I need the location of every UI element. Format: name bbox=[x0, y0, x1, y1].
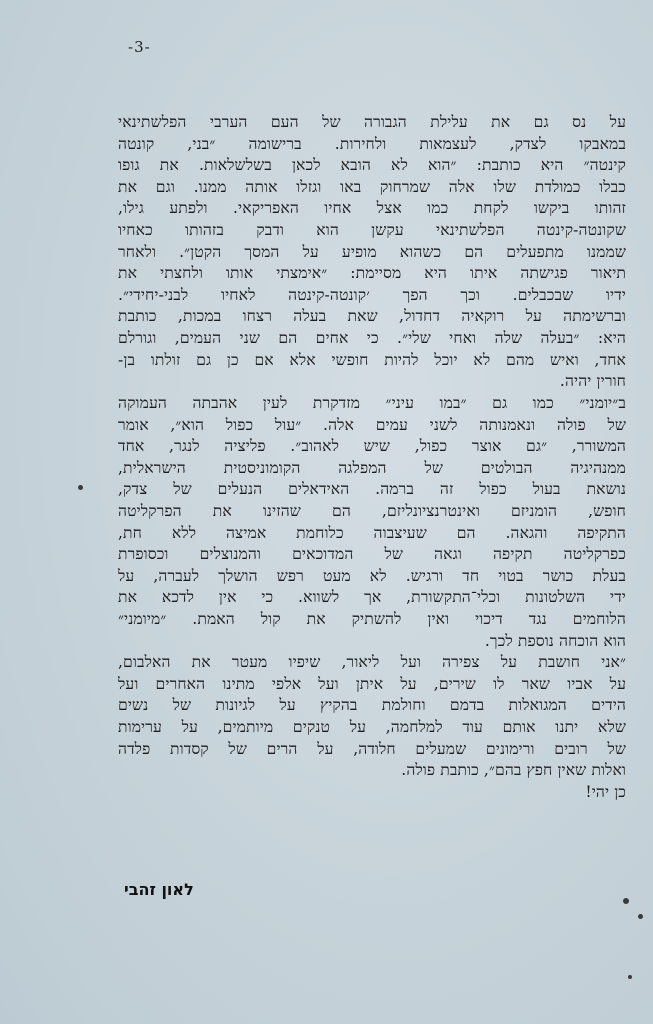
paper-speck bbox=[78, 485, 83, 490]
text-line: על נס גם את עלילת הגבורה של העם הערבי הפלשתינאי bbox=[118, 113, 626, 131]
text-line: זהותו ביקשו לקחת כמו אצל אחיו האפריקאי. ולפתע גילו, bbox=[118, 199, 626, 218]
text-line: שלא יתנו אותם עוד למלחמה, על טנקים מיותמים, על ערימות bbox=[118, 718, 626, 737]
text-line: ממנהיגיה הבולטים של המפלגה הקומוניסטית הישראלית, bbox=[118, 458, 626, 477]
text-line: וברשימתה על רוקאיה דחדול, שאת בעלה רצחו במכות, כותבת bbox=[118, 307, 626, 326]
text-line: על אביו שאר לו שירים, על איתן ועל אלפי מתינו האחרים ועל bbox=[118, 674, 626, 693]
text-line: אחד, ואיש מהם לא יוכל להיות חופשי אלא אם כן גם זולתו בן- bbox=[118, 350, 626, 369]
text-line: המשורר, ״גם אוצר כפול, שיש לאהוב״. פליציה לנגר, אחד bbox=[118, 437, 626, 456]
text-line: חורין יהיה. bbox=[559, 372, 626, 391]
author-signature: לאון זהבי bbox=[124, 880, 194, 899]
text-line: בעלת כושר בטוי חד ורגיש. לא מעט רפש הושלך לעברה, על bbox=[118, 566, 626, 585]
paper-speck bbox=[628, 975, 632, 979]
text-line: היא: ״בעלה שלה ואחי שלי״. כי אחים הם שני העמים, וגורלם bbox=[118, 329, 626, 348]
text-line: התקיפה והגאה. הם שעיצבוה כלוחמת אמיצה ללא חת, bbox=[118, 523, 626, 542]
text-line: קינטה״ היא כותבת: ״הוא לא הובא לכאן בשלשלאות. את גופו bbox=[118, 156, 626, 175]
text-line: שקונטה-קינטה הפלשתינאי עקשן הוא ודבק בזהותו כאחיו bbox=[118, 221, 626, 240]
text-line: חופש, הומניזם ואינטרנציונליזם, הם שהזינו את הפרקליטה bbox=[118, 501, 626, 520]
text-line: הוא הוכחה נוספת לכך. bbox=[484, 631, 626, 650]
text-line: ״אני חושבת על צפירה ועל ליאור, שיפיו מעטר את האלבום, bbox=[118, 653, 626, 672]
text-line: נושאת בעול כפול זה ברמה. האידאלים הנעלים של צדק, bbox=[118, 480, 626, 499]
text-line: ב״יומני״ כמו גם ״במו עיני״ מזדקרת לעין אהבתה העמוקה bbox=[118, 393, 626, 412]
article-body bbox=[118, 112, 626, 804]
text-line: הלוחמים נגד דיכוי ואין להשתיק את קול האמת. ״מיומני״ bbox=[118, 610, 626, 629]
text-line: ידי השלטונות וכלי־התקשורת, אך לשווא. כי אין לדכא את bbox=[118, 588, 626, 607]
text-line: כן יהי! bbox=[585, 782, 626, 801]
text-line: כבלו כמולדת שלו אלה שמרחוק באו וגזלו אותה ממנו. וגם את bbox=[118, 177, 626, 196]
text-line: שממנו מתפעלים הם כשהוא מופיע על המסך הקטן״. ולאחר bbox=[118, 242, 626, 261]
text-line: של רובים ורימונים שמעלים חלודה, על הרים של קסדות פלדה bbox=[118, 739, 626, 758]
text-line: תיאור פגישתה איתו היא מסיימת: ״אימצתי אותו ולחצתי את bbox=[118, 264, 626, 283]
paper-speck bbox=[623, 898, 629, 904]
text-line: ואלות שאין חפץ בהם״, כותבת פולה. bbox=[401, 761, 626, 780]
text-line: הידים המגואלות בדמם וחולמת בהקיץ על לגיונות של נשים bbox=[118, 696, 626, 715]
text-line: כפרקליטה תקיפה וגאה של המדוכאים והמנוצלים וכסופרת bbox=[118, 545, 626, 564]
text-line: ידיו שבכבלים. וכך הפך ׳קונטה-קינטה לאחיו לבני-יחידי״. bbox=[118, 285, 626, 304]
text-line: במאבקו לצדק, לעצמאות ולחירות. ברישומה ״בני, קונטה bbox=[118, 134, 626, 153]
paper-speck bbox=[638, 914, 643, 919]
text-line: של פולה ונאמנותה לשני עמים אלה. ״עול כפול הוא״, אומר bbox=[118, 415, 626, 434]
page-number: -3- bbox=[128, 38, 151, 56]
